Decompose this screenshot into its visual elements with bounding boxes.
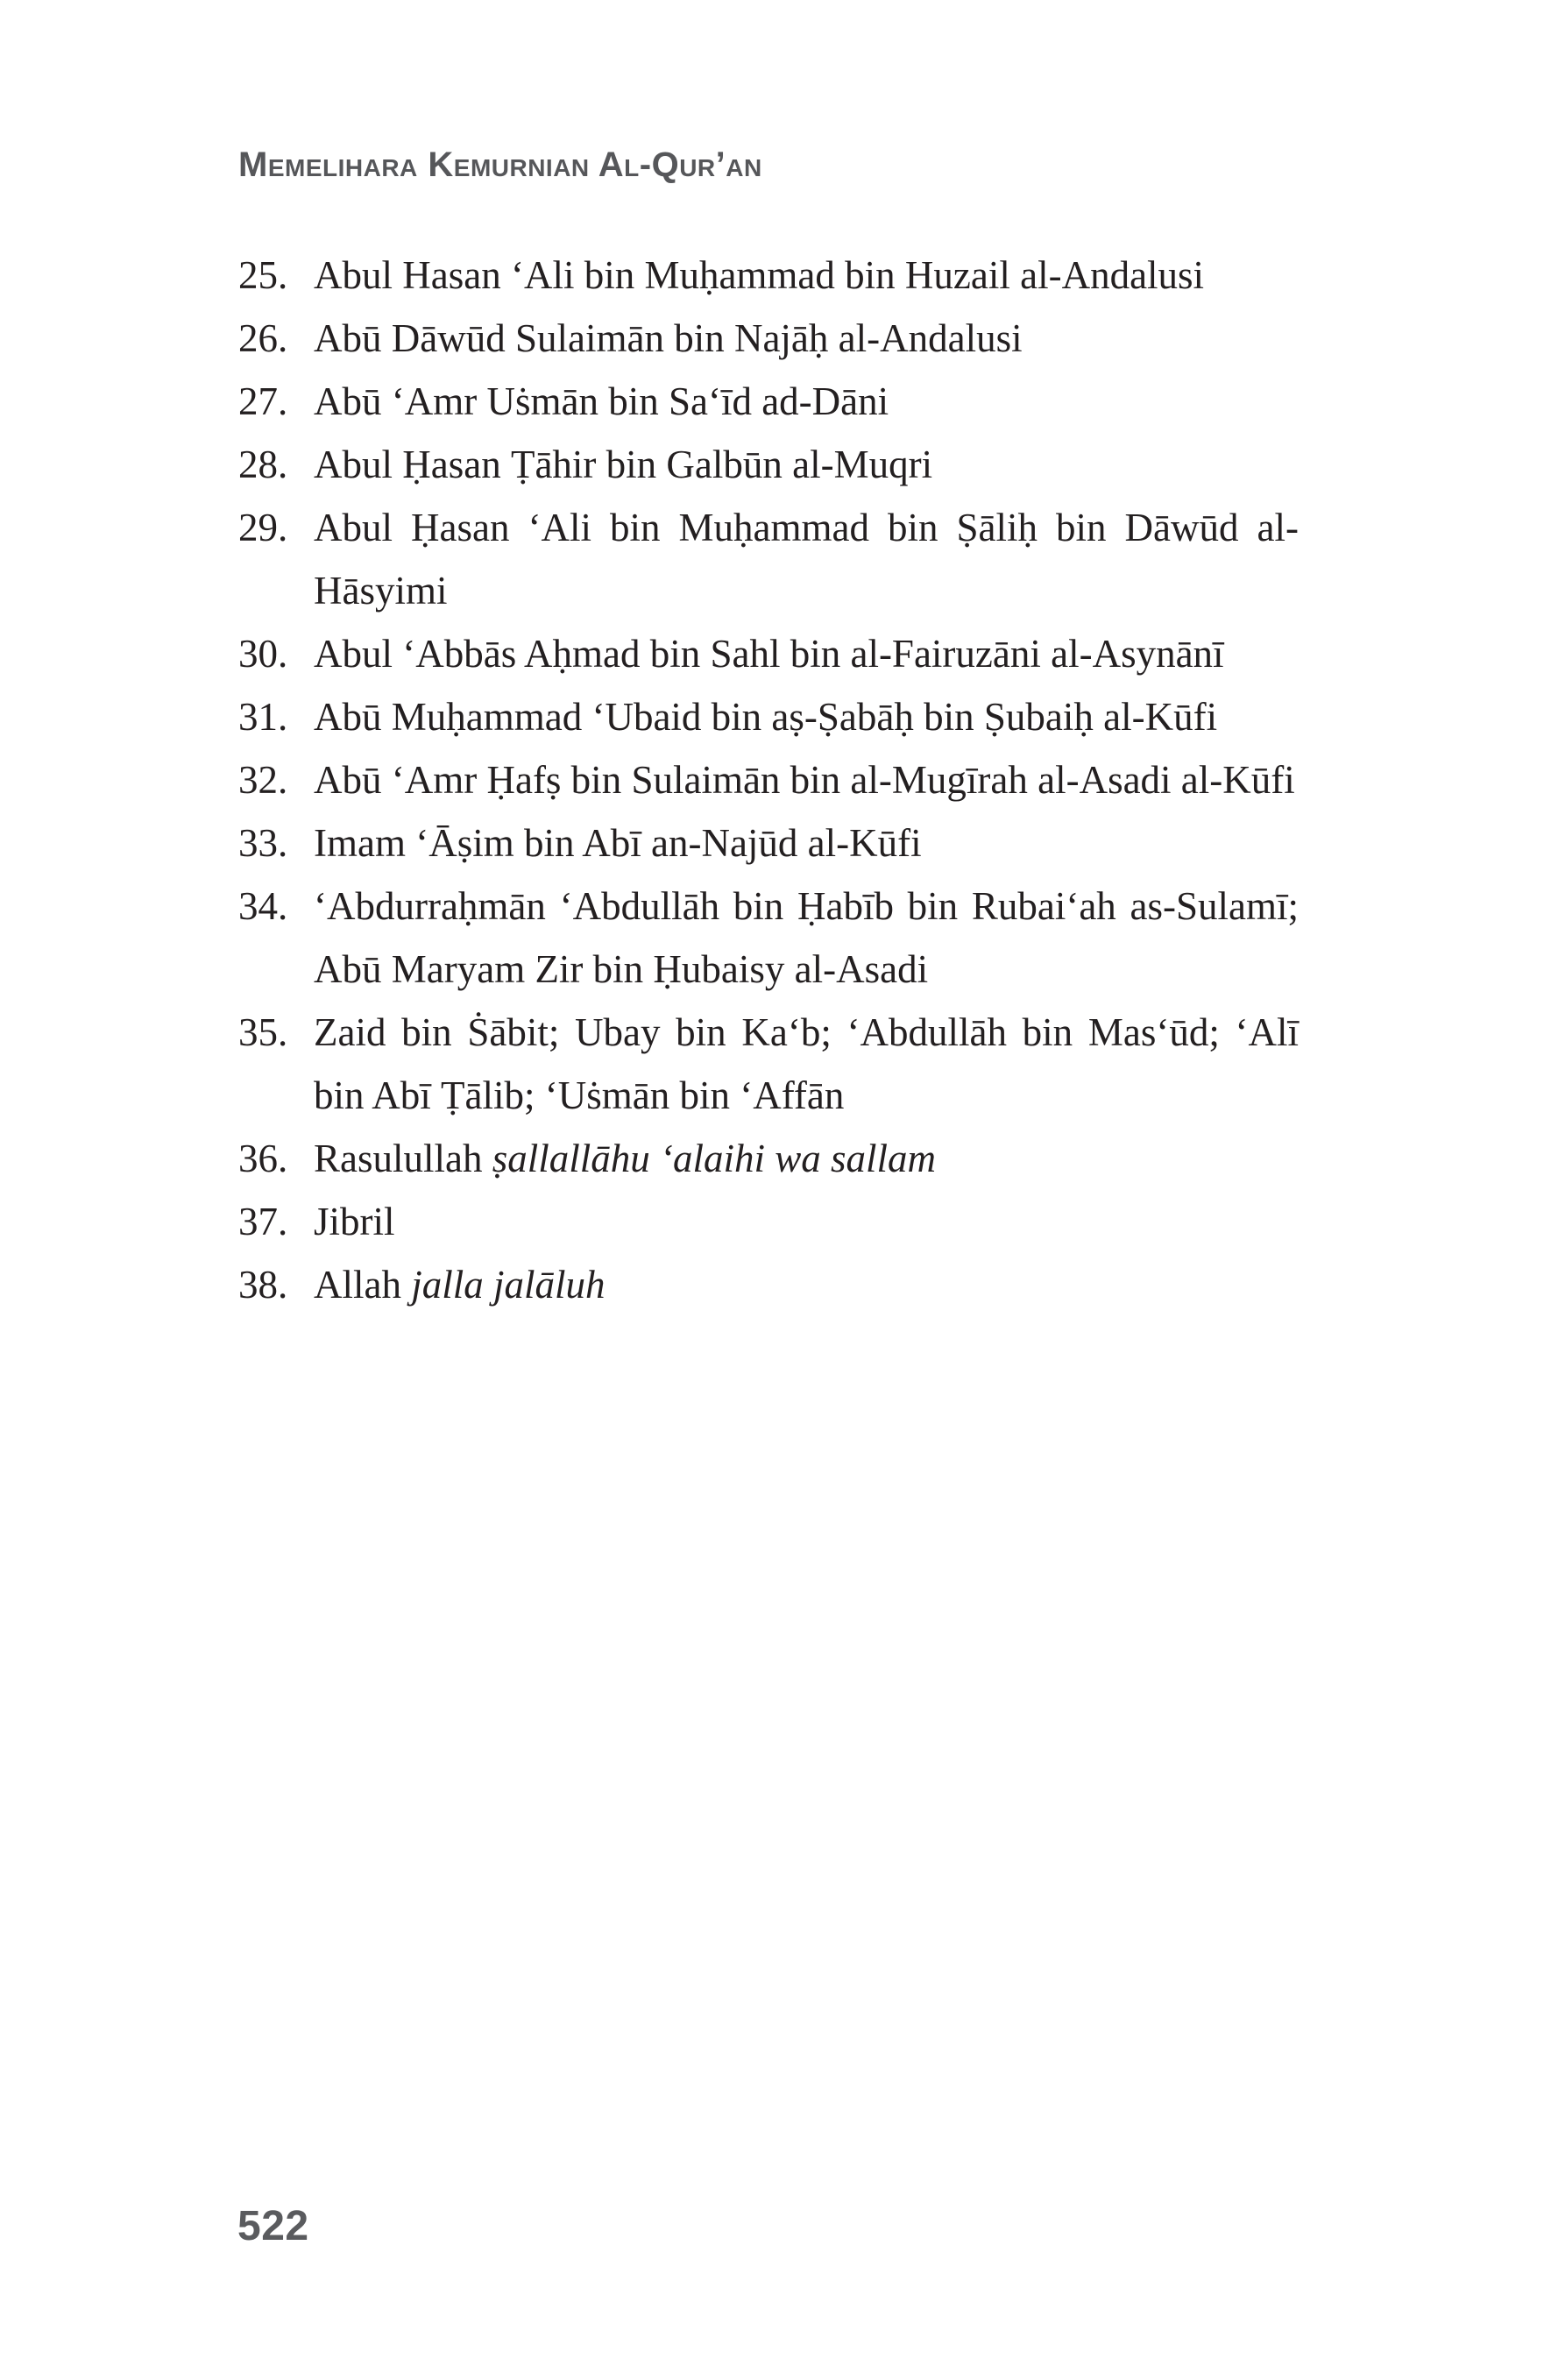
item-text-roman: ‘Abdurraḥmān ‘Abdullāh bin Ḥabīb bin Rubai‘ah as-Sulamī; Abū Maryam Zir bin Ḥubaisy al-Asadi	[314, 884, 1299, 991]
item-number: 32.	[238, 758, 288, 802]
list-item	[238, 1190, 1299, 1253]
item-text-roman: Rasulullah	[314, 1137, 492, 1180]
item-text	[314, 875, 1299, 1001]
item-text-roman: Abul Hasan ‘Ali bin Muḥammad bin Huzail al-Andalusi	[314, 253, 1205, 297]
list-item	[238, 875, 1299, 1001]
item-text	[314, 811, 1299, 875]
list-item	[238, 1001, 1299, 1127]
item-text-roman: Abū Muḥammad ‘Ubaid bin aṣ-Ṣabāḥ bin Ṣubaiḥ al-Kūfi	[314, 695, 1218, 739]
item-text	[314, 1001, 1299, 1127]
item-number: 38.	[238, 1263, 288, 1307]
item-text	[314, 1190, 1299, 1253]
item-number: 31.	[238, 695, 288, 739]
list-item	[238, 622, 1299, 685]
item-text-roman: Abul Ḥasan Ṭāhir bin Galbūn al-Muqri	[314, 443, 933, 486]
item-number: 30.	[238, 632, 288, 676]
item-text	[314, 433, 1299, 496]
item-text-italic: jalla jalāluh	[411, 1263, 606, 1307]
list-item	[238, 244, 1299, 307]
item-text	[314, 622, 1299, 685]
item-text-roman: Abul Ḥasan ‘Ali bin Muḥammad bin Ṣāliḥ bin Dāwūd al-Hāsyimi	[314, 506, 1299, 613]
item-text	[314, 1127, 1299, 1190]
item-number: 29.	[238, 506, 288, 549]
item-number: 37.	[238, 1200, 288, 1243]
item-text	[314, 370, 1299, 433]
item-text	[314, 496, 1299, 622]
list-item	[238, 748, 1299, 811]
item-text	[314, 685, 1299, 748]
item-number: 27.	[238, 379, 288, 423]
list-item	[238, 496, 1299, 622]
list-item	[238, 811, 1299, 875]
item-number: 34.	[238, 884, 288, 928]
list-item	[238, 1127, 1299, 1190]
list-item	[238, 433, 1299, 496]
item-number: 35.	[238, 1010, 288, 1054]
item-text-roman: Abū Dāwūd Sulaimān bin Najāḥ al-Andalusi	[314, 316, 1023, 360]
item-number: 36.	[238, 1137, 288, 1180]
list-item	[238, 1253, 1299, 1316]
names-list	[238, 244, 1299, 1316]
item-number: 28.	[238, 443, 288, 486]
item-text-roman: Abū ‘Amr Uṡmān bin Sa‘īd ad-Dāni	[314, 379, 889, 423]
item-text-italic: ṣallallāhu ‘alaihi wa sallam	[492, 1137, 937, 1180]
item-number: 26.	[238, 316, 288, 360]
item-text-roman: Abul ‘Abbās Aḥmad bin Sahl bin al-Fairuzāni al-Asynānī	[314, 632, 1224, 676]
item-number: 25.	[238, 253, 288, 297]
item-text	[314, 307, 1299, 370]
item-text-roman: Imam ‘Āṣim bin Abī an-Najūd al-Kūfi	[314, 821, 922, 865]
item-text	[314, 748, 1299, 811]
item-text-roman: Jibril	[314, 1200, 395, 1243]
item-number: 33.	[238, 821, 288, 865]
page-number: 522	[237, 2203, 309, 2249]
item-text-roman: Zaid bin Ṡābit; Ubay bin Ka‘b; ‘Abdullāh bin Mas‘ūd; ‘Alī bin Abī Ṭālib; ‘Uṡmān bin ‘Affān	[314, 1010, 1299, 1117]
item-text	[314, 1253, 1299, 1316]
item-text-roman: Allah	[314, 1263, 412, 1307]
item-text-roman: Abū ‘Amr Ḥafṣ bin Sulaimān bin al-Mugīrah al-Asadi al-Kūfi	[314, 758, 1295, 802]
list-item	[238, 370, 1299, 433]
list-item	[238, 685, 1299, 748]
list-item	[238, 307, 1299, 370]
running-header: Memelihara Kemurnian Al-Qur’an	[238, 145, 762, 184]
item-text	[314, 244, 1299, 307]
